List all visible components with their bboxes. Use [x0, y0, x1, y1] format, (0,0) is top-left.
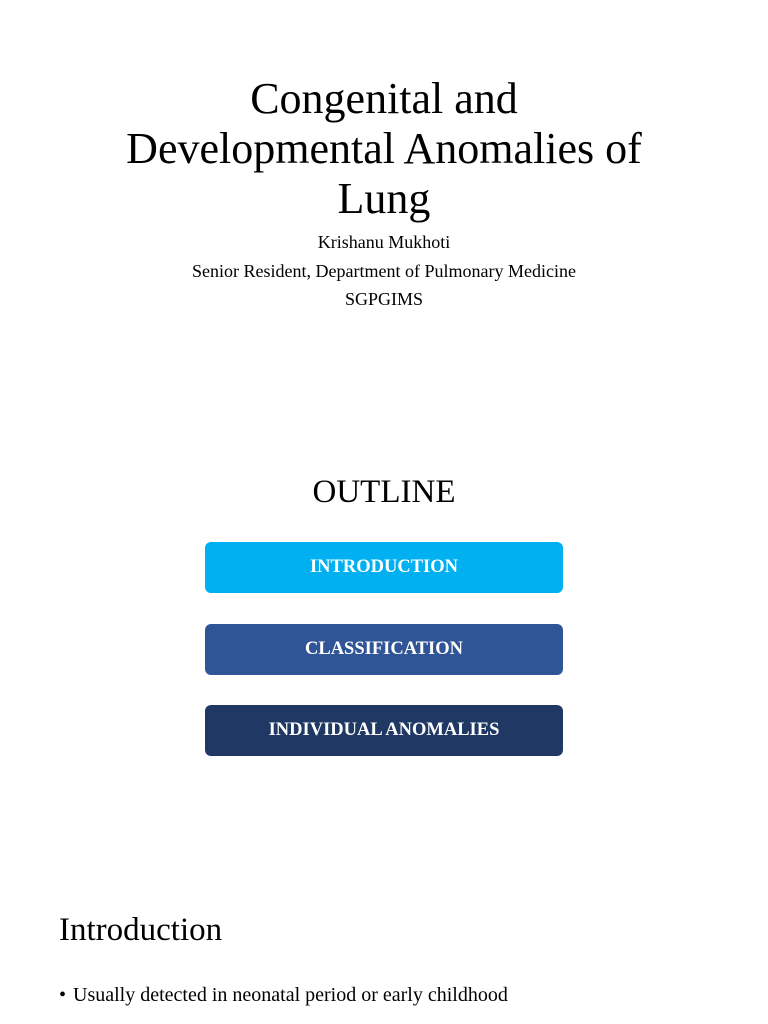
outline-slide [0, 380, 768, 820]
outline-item-individual-anomalies[interactable]: INDIVIDUAL ANOMALIES [205, 705, 563, 756]
introduction-heading: Introduction [59, 912, 223, 948]
outline-item-introduction[interactable]: INTRODUCTION [205, 542, 563, 593]
outline-heading: OUTLINE [312, 474, 456, 510]
title-slide [0, 0, 768, 380]
list-item [59, 982, 508, 1008]
title-line: Developmental Anomalies of [126, 124, 642, 173]
author-name: Krishanu Mukhoti [317, 232, 451, 252]
bullet-text: Usually detected in neonatal period or early childhood [73, 984, 508, 1006]
title-line: Congenital and [250, 74, 518, 123]
author-position: Senior Resident, Department of Pulmonary Medicine [192, 260, 576, 281]
title-line: Lung [337, 174, 431, 223]
bullet-list [59, 982, 508, 1008]
introduction-slide [0, 880, 768, 1024]
subtitle-block [60, 228, 708, 314]
outline-item-classification[interactable]: CLASSIFICATION [205, 624, 563, 675]
presentation-title [60, 74, 708, 224]
author-institution: SGPGIMS [344, 289, 424, 309]
bullet-icon: • [59, 984, 67, 1006]
